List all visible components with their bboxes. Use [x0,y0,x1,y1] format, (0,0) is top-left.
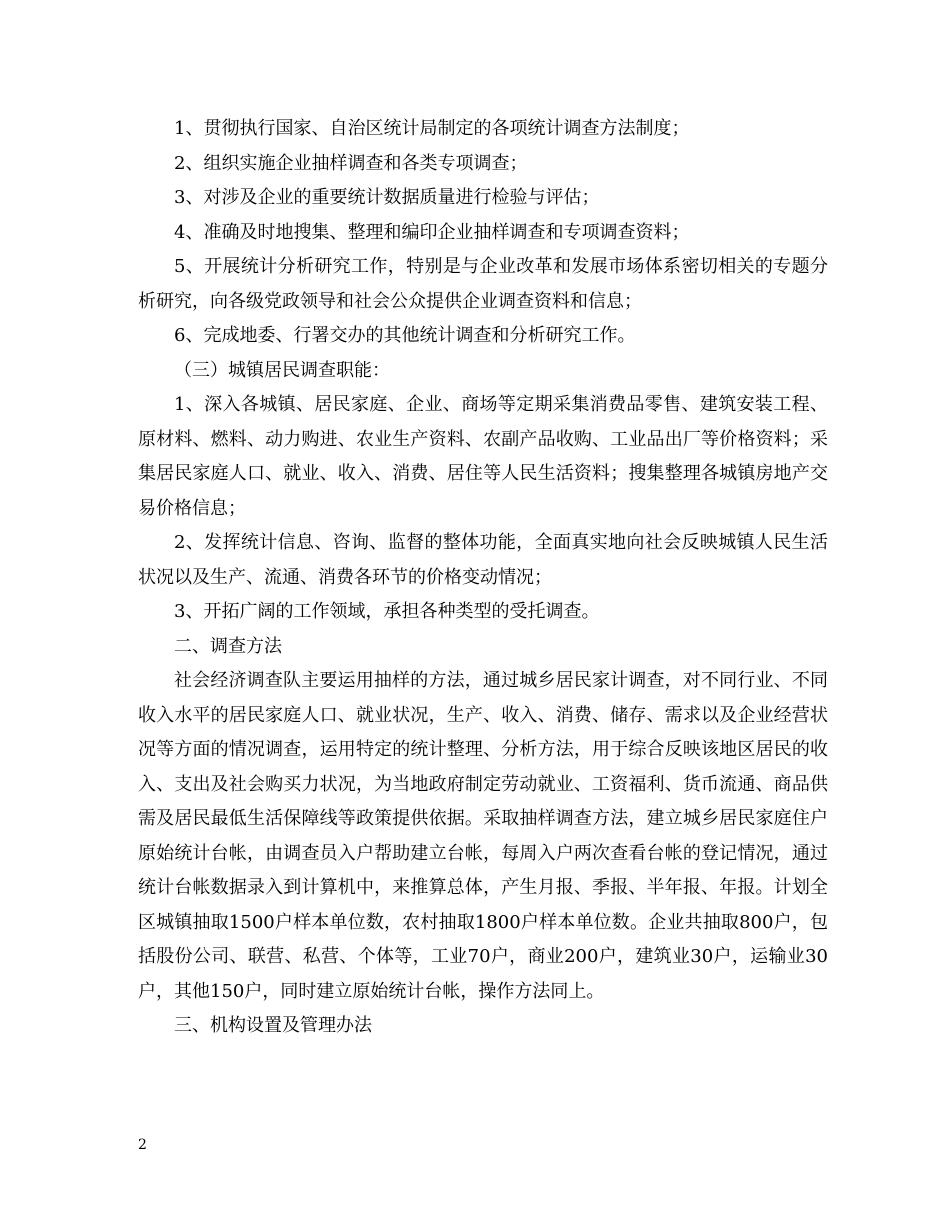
list-item: 2、组织实施企业抽样调查和各类专项调查； [174,152,528,174]
list-item: 6、完成地委、行署交办的其他统计调查和分析研究工作。 [174,325,636,346]
list-item: 5、开展统计分析研究工作，特别是与企业改革和发展市场体系密切相关的专题分析研究，向各级党政领导和社会公众提供企业调查资料和信息； [138,256,828,312]
list-item: 1、贯彻执行国家、自治区统计局制定的各项统计调查方法制度； [174,118,690,139]
list-item: 2、发挥统计信息、咨询、监督的整体功能，全面真实地向社会反映城镇人民生活状况以及生产、流通、消费各环节的价格变动情况； [138,532,828,588]
list-item: 3、对涉及企业的重要统计数据质量进行检验与评估； [174,187,600,208]
page-number: 2 [138,1137,147,1153]
body-paragraph: 社会经济调查队主要运用抽样的方法，通过城乡居民家计调查，对不同行业、不同收入水平的居民家庭人口、就业状况，生产、收入、消费、储存、需求以及企业经营状况等方面的情况调查，运用特定的统计整理、分析方法，用于综合反映该地区居民的收入、支出及社会购买力状况，为当地政府制定劳动就业、工资福利、货币流通、商品供需及居民最低生活保障线等政策提供依据。采取抽样调查方法，建立城乡居民家庭住户原始统计台帐，由调查员入户帮助建立台帐，每周入户两次查看台帐的登记情况，通过统计台帐数据录入到计算机中，来推算总体，产生月报、季报、半年报、年报。计划全区城镇抽取1500户样本单位数，农村抽取1800户样本单位数。企业共抽取800户，包括股份公司、联营、私营、个体等，工业70户，商业200户，建筑业30户，运输业30户，其他150户，同时建立原始统计台帐，操作方法同上。 [138,670,828,1002]
subsection-heading: （三）城镇居民调查职能： [174,359,390,381]
document-body [138,112,828,1044]
list-item: 1、深入各城镇、居民家庭、企业、商场等定期采集消费品零售、建筑安装工程、原材料、燃料、动力购进、农业生产资料、农副产品收购、工业品出厂等价格资料；采集居民家庭人口、就业、收入、消费、居住等人民生活资料；搜集整理各城镇房地产交易价格信息； [138,394,828,519]
section-heading: 三、机构设置及管理办法 [174,1015,372,1036]
list-item: 4、准确及时地搜集、整理和编印企业抽样调查和专项调查资料； [174,221,690,243]
section-heading: 二、调查方法 [174,635,282,657]
list-item: 3、开拓广阔的工作领域，承担各种类型的受托调查。 [174,601,600,622]
